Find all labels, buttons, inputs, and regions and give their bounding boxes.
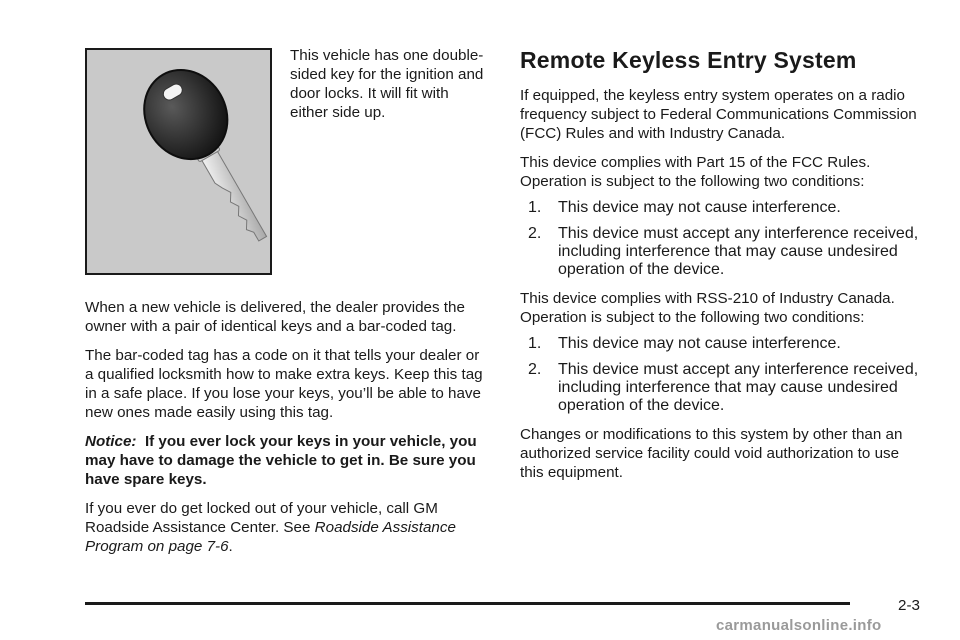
key-figure [85,48,272,275]
notice-paragraph [85,432,490,489]
section-title: Remote Keyless Entry System [520,47,857,73]
frequency-paragraph: If equipped, the keyless entry system operates on a radio frequency subject to Federal Communications Commission (FCC) Rules and with Industry Canada. [520,87,917,142]
modifications-paragraph: Changes or modifications to this system by other than an authorized service facility could void authorization to use this equipment. [520,426,903,481]
left-column [85,298,490,556]
list-item-text: This device may not cause interference. [558,335,841,352]
delivery-paragraph: When a new vehicle is delivered, the dealer provides the owner with a pair of identical keys and a bar-coded tag. [85,299,465,335]
rss-conditions-list [520,335,925,415]
list-item-number: 1. [528,199,542,216]
watermark: carmanualsonline.info [716,617,882,634]
rss-paragraph: This device complies with RSS-210 of Industry Canada. Operation is subject to the following two conditions: [520,290,895,326]
fcc-conditions-list [520,199,925,279]
car-key-icon [87,50,270,273]
list-item-text: This device may not cause interference. [558,199,841,216]
list-item-text: This device must accept any interference received, including interference that may cause undesired operation of the device. [558,225,919,278]
notice-label: Notice: [85,433,137,450]
page-number: 2-3 [898,597,920,614]
notice-text: If you ever lock your keys in your vehicle, you may have to damage the vehicle to get in. Be sure you have spare keys. [85,433,477,488]
lockout-paragraph [85,499,490,556]
right-column [520,46,925,482]
lockout-period: . [228,538,233,555]
list-item [520,361,925,415]
list-item-text: This device must accept any interference received, including interference that may cause undesired operation of the device. [558,361,919,414]
bar-code-paragraph: The bar-coded tag has a code on it that tells your dealer or a qualified locksmith how to make extra keys. Keep this tag in a safe place. If you lose your keys, you’ll be able to have new ones made easily using this tag. [85,347,483,421]
roadside-reference-link[interactable]: Roadside Assistance Program on page 7-6 [85,519,456,555]
list-item [520,199,925,217]
list-item-number: 1. [528,335,542,352]
list-item-number: 2. [528,225,542,242]
fcc-paragraph: This device complies with Part 15 of the FCC Rules. Operation is subject to the following two conditions: [520,154,871,190]
list-item [520,335,925,353]
lockout-text: If you ever do get locked out of your vehicle, call GM Roadside Assistance Center. See [85,500,438,536]
intro-text: This vehicle has one double-sided key for the ignition and door locks. It will fit with either side up. [290,47,484,121]
list-item [520,225,925,279]
footer-rule [85,602,850,605]
list-item-number: 2. [528,361,542,378]
